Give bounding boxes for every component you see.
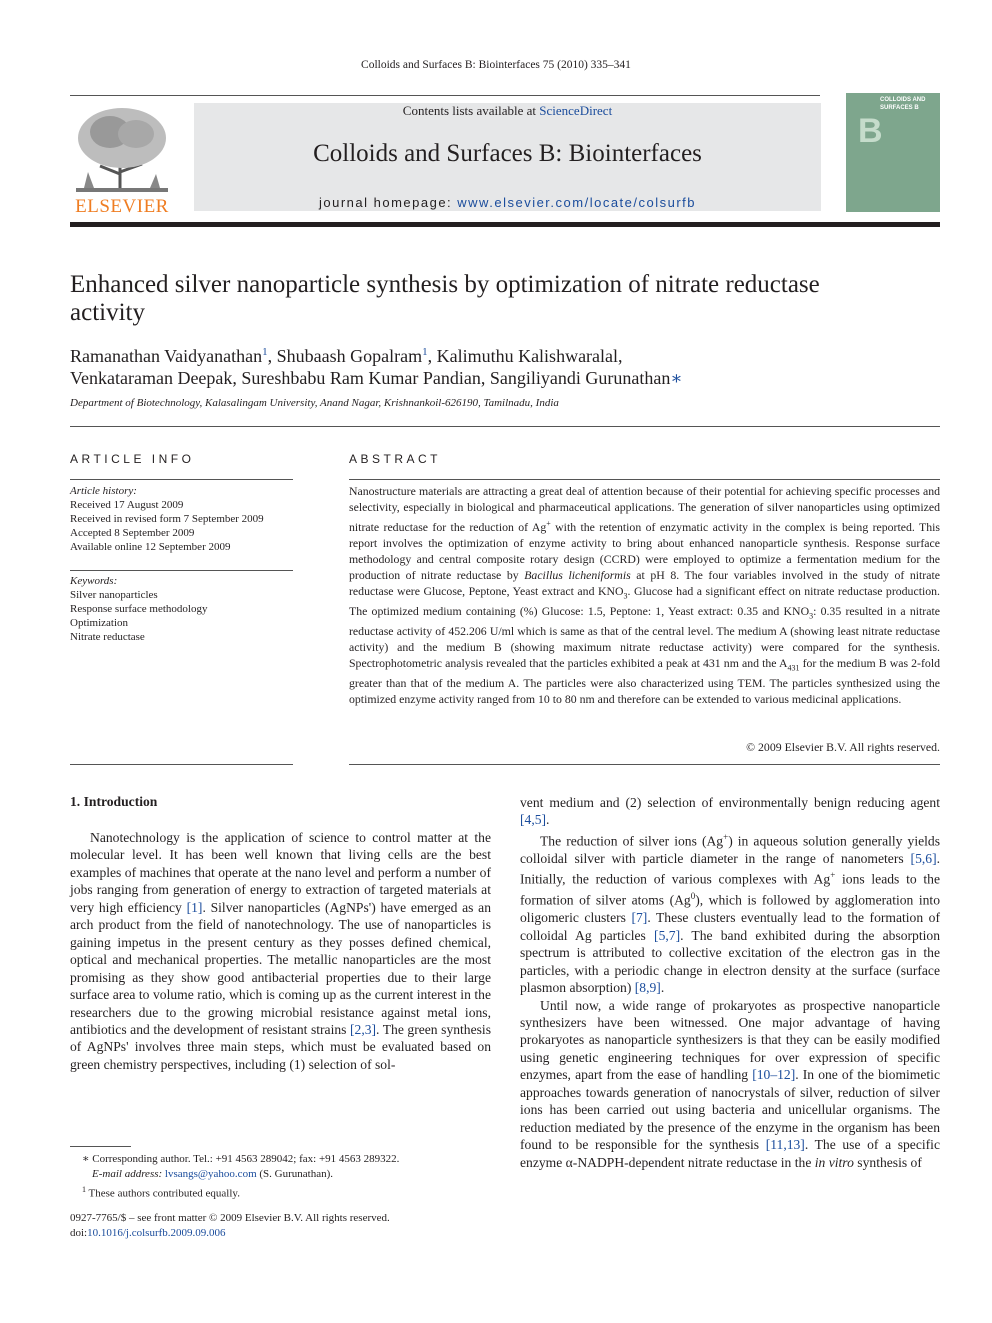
citation-link[interactable]: [10–12] — [752, 1067, 796, 1083]
section-heading-introduction: 1. Introduction — [70, 794, 158, 809]
doi-line: doi:10.1016/j.colsurfb.2009.09.006 — [70, 1227, 226, 1239]
abstract-heading: ABSTRACT — [349, 452, 442, 466]
issn-doi-block — [70, 1211, 491, 1241]
corresponding-author-marker[interactable]: ∗ — [670, 368, 683, 388]
journal-reference: Colloids and Surfaces B: Biointerfaces 75 (2010) 335–341 — [361, 59, 631, 71]
body-column-right — [520, 794, 940, 1171]
citation-link[interactable]: [4,5] — [520, 812, 547, 828]
keywords-label: Keywords: — [70, 575, 118, 587]
revised-date: Received in revised form 7 September 2009 — [70, 513, 264, 525]
online-date: Available online 12 September 2009 — [70, 541, 231, 553]
author-gopalram[interactable]: , Shubaash Gopalram — [267, 346, 423, 366]
divider — [70, 479, 293, 480]
citation-link[interactable]: [5,7] — [654, 927, 681, 943]
author-kalishwaralal[interactable]: , Kalimuthu Kalishwaralal, — [427, 346, 623, 366]
divider — [349, 764, 940, 765]
article-history — [70, 484, 293, 554]
citation-link[interactable]: [2,3] — [350, 1021, 377, 1037]
email-link[interactable]: lvsangs@yahoo.com — [164, 1168, 257, 1180]
journal-title: Colloids and Surfaces B: Biointerfaces — [313, 140, 702, 167]
footnotes — [70, 1152, 491, 1202]
article-info-heading: ARTICLE INFO — [70, 452, 195, 466]
divider — [349, 479, 940, 480]
abstract-text: Nanostructure materials are attracting a great deal of attention because of their potential for achieving specific processes and selectivity, especially in biological and pharmaceutical applications. The generation of silver nanoparticles using optimized nitrate reductase for the reduction of Ag+ with the retention of enzymatic activity in the complex is being reported. This report involves the optimization of enzyme activity to bring about enhanced nanoparticle synthesis. Response surface methodology and central composite rotary design (CCRD) were employed to optimize a fermentation medium for the production of nitrate reductase by Bacillus licheniformis at pH 8. The four variables involved in the study of nitrate reductase were Glucose, Peptone, Yeast extract and $KNO_3$. Glucose had a significant effect on nitrate reductase production. The optimized medium containing (%) Glucose: 1.5, Peptone: 1, Yeast extract: 0.35 and $KNO_3$: 0.35 resulted in a nitrate reductase activity of 452.206 U/ml which is same as that of the central level. The medium A (showing least nitrate reductase activity) and the medium B (showing maximum nitrate reductase activity) were compared for the synthesis. Spectrophotometric analysis revealed that the particles exhibited a peak at 431 nm and the $A_{431}$ for the medium B was 2-fold greater than that of the medium A. The particles were also characterized using TEM. The particles synthesized using the optimized enzyme activity ranged from 10 to 80 nm and therefore can be extended to various medicinal applications. — [349, 484, 940, 707]
footnote-marker-1[interactable]: 1 — [262, 346, 268, 358]
keyword: Optimization — [70, 617, 129, 629]
keywords-block — [70, 574, 293, 644]
citation-link[interactable]: [7] — [631, 910, 648, 926]
footnote-rule — [70, 1146, 131, 1147]
keyword: Silver nanoparticles — [70, 589, 158, 601]
sciencedirect-link[interactable]: ScienceDirect — [539, 103, 613, 118]
journal-homepage-line — [194, 195, 821, 210]
issn-line: 0927-7765/$ – see front matter © 2009 Elsevier B.V. All rights reserved. — [70, 1212, 390, 1224]
cover-title: COLLOIDS AND SURFACES B — [880, 97, 926, 111]
authors-line-2[interactable]: Venkataraman Deepak, Sureshbabu Ram Kumar Pandian, Sangiliyandi Gurunathan — [70, 368, 671, 388]
received-date: Received 17 August 2009 — [70, 499, 184, 511]
body-column-left — [70, 829, 491, 1073]
footnote-marker-1[interactable]: 1 — [422, 346, 428, 358]
email-footnote: E-mail address: lvsangs@yahoo.com (S. Gurunathan). — [92, 1168, 333, 1180]
divider — [70, 764, 293, 765]
paragraph: The reduction of silver ions (Ag+) in aqueous solution generally yields colloidal silver with particle diameter in the range of nanometers [5,6]. Initially, the reduction of various complexes with Ag+ ions leads to the formation of silver atoms (Ag$^0$), which is followed by agglomeration into oligomeric clusters [7]. These clusters eventually lead to the formation of colloidal Ag particles [5,7]. The band exhibited during the absorption spectrum is attributed to collective excitation of the electron gas in the particles, with a periodic change in electron density at the surface (surface plasmon absorption) [8,9]. — [520, 831, 940, 996]
homepage-prefix: journal homepage: — [318, 195, 458, 210]
divider — [70, 570, 293, 571]
equal-contribution-footnote: $^1$ These authors contributed equally. — [82, 1185, 240, 1200]
copyright-notice: © 2009 Elsevier B.V. All rights reserved. — [746, 740, 940, 754]
keyword: Response surface methodology — [70, 603, 208, 615]
paragraph: Nanotechnology is the application of science to control matter at the molecular level. It has been well known that living cells are the best examples of machines that operate at the nano level and perform a number of jobs ranging from generation of energy to extraction of targeted materials at very high efficiency [1]. Silver nanoparticles (AgNPs') have emerged as an arch product from the field of nanotechnology. The use of nanoparticles is gaining impetus in the present century as they posses defined chemical, optical and mechanical properties. The metallic nanoparticles are the most promising as they show good antibacterial properties due to their large surface area to volume ratio, which is coming up as the current interest in the researchers due to the growing microbial resistance against metal ions, antibiotics and the development of resistant strains [2,3]. The green synthesis of AgNPs' involves three main steps, which must be evaluated based on green chemistry perspectives, including (1) selection of sol- — [70, 830, 492, 1072]
divider — [70, 426, 940, 427]
cover-letter: B — [858, 112, 883, 150]
doi-link[interactable]: 10.1016/j.colsurfb.2009.09.006 — [87, 1227, 226, 1239]
paragraph: vent medium and (2) selection of environmentally benign reducing agent [4,5]. — [520, 795, 940, 828]
contents-prefix: Contents lists available at — [402, 103, 540, 118]
article-title: Enhanced silver nanoparticle synthesis by optimization of nitrate reductase activity — [70, 271, 820, 326]
elsevier-wordmark: ELSEVIER — [75, 196, 169, 217]
citation-link[interactable]: [11,13] — [765, 1137, 805, 1153]
corresponding-author-footnote: ∗ Corresponding author. Tel.: +91 4563 289042; fax: +91 4563 289322. — [82, 1153, 400, 1165]
contents-available-line — [194, 103, 821, 119]
affiliation: Department of Biotechnology, Kalasalingam University, Anand Nagar, Krishnankoil-626190, Tamilnadu, India — [70, 397, 559, 409]
author-list — [70, 341, 930, 389]
keyword: Nitrate reductase — [70, 631, 145, 643]
organism-name: Bacillus licheniformis — [524, 567, 631, 582]
citation-link[interactable]: [1] — [186, 899, 203, 915]
history-label: Article history: — [70, 485, 137, 497]
header-thick-rule — [70, 222, 940, 227]
homepage-link[interactable]: www.elsevier.com/locate/colsurfb — [457, 195, 697, 210]
header-rule — [70, 95, 820, 96]
author-vaidyanathan[interactable]: Ramanathan Vaidyanathan — [70, 346, 263, 366]
paragraph: Until now, a wide range of prokaryotes as prospective nanoparticle synthesizers have been witnessed. One major advantage of having prokaryotes as nanoparticle synthesizers is that they can be easily modified using genetic engineering techniques for over expression of specific enzymes, apart from the ease of handling [10–12]. In one of the biomimetic approaches towards generation of nanocrystals of silver, reduction of silver ions has been carried out using bacteria and unicellular organisms. The reduction mediated by the presence of the enzyme in the organism has been found to be responsible for the synthesis [11,13]. The use of a specific enzyme α-NADPH-dependent nitrate reductase in the in vitro synthesis of — [520, 997, 940, 1170]
accepted-date: Accepted 8 September 2009 — [70, 527, 195, 539]
citation-link[interactable]: [8,9] — [634, 980, 661, 996]
citation-link[interactable]: [5,6] — [910, 850, 937, 866]
